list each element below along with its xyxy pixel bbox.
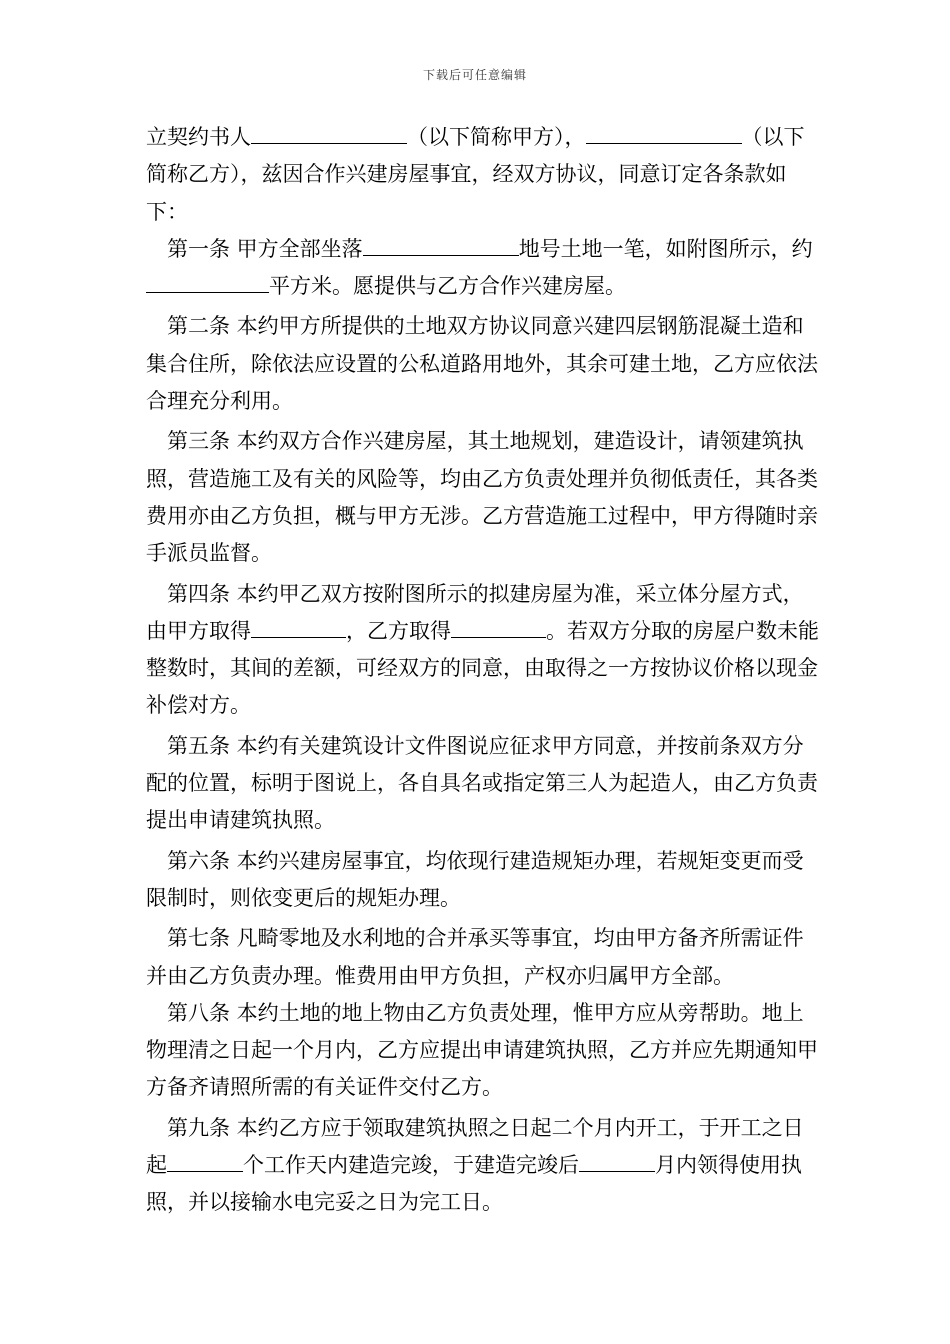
intro-text-3: （以下简称乙方），兹因合作兴建房屋事宜，经双方协议，同意订定各条款如下：: [146, 125, 805, 224]
article-1: [146, 231, 822, 306]
contract-body: [146, 119, 822, 1222]
article-6: 第六条 本约兴建房屋事宜，均依现行建造规矩办理，若规矩变更而受限制时，则依变更后的规矩办理。: [146, 848, 804, 910]
party-a-blank[interactable]: [251, 123, 407, 144]
article-9-text-3: 月内领得使用执照，并以接输水电完妥之日为完工日。: [146, 1153, 802, 1215]
article-4: [146, 576, 822, 725]
land-location-blank[interactable]: [363, 235, 519, 256]
article-9: [146, 1110, 822, 1222]
article-4-text-3: 。若双方分取的房屋户数未能整数时，其间的差额，可经双方的同意，由取得之一方按协议价格以现金补偿对方。: [146, 618, 819, 718]
party-a-share-blank[interactable]: [251, 617, 346, 638]
article-1-text-1: 第一条 甲方全部坐落: [167, 236, 363, 261]
article-2: 第二条 本约甲方所提供的土地双方协议同意兴建四层钢筋混凝土造和集合住所，除依法应设置的公私道路用地外，其余可建土地，乙方应依法合理充分利用。: [146, 314, 818, 414]
article-9-text-1: 第九条 本约乙方应于领取建筑执照之日起二个月内开工，于开工之日起: [146, 1115, 804, 1178]
intro-text-2: （以下简称甲方），: [407, 125, 586, 149]
article-1-text-3: 平方米。愿提供与乙方合作兴建房屋。: [269, 274, 626, 299]
intro-text-1: 立契约书人: [146, 125, 251, 149]
article-7: 第七条 凡畸零地及水利地的合并承买等事宜，均由甲方备齐所需证件并由乙方负责办理。惟费用由甲方负担，产权亦归属甲方全部。: [146, 926, 804, 988]
article-5: 第五条 本约有关建筑设计文件图说应征求甲方同意，并按前条双方分配的位置，标明于图说上，各自具名或指定第三人为起造人，由乙方负责提出申请建筑执照。: [146, 733, 818, 833]
article-9-text-2: 个工作天内建造完竣，于建造完竣后: [243, 1153, 579, 1178]
page-header: 下载后可任意编辑: [422, 68, 527, 82]
article-8: 第八条 本约土地的地上物由乙方负责处理，惟甲方应从旁帮助。地上物理清之日起一个月内，乙方应提出申请建筑执照，乙方并应先期通知甲方备齐请照所需的有关证件交付乙方。: [146, 1000, 818, 1100]
article-4-text-1: 第四条 本约甲乙双方按附图所示的拟建房屋为准，采立体分屋方式，由甲方取得: [146, 581, 804, 643]
months-blank[interactable]: [579, 1151, 655, 1172]
article-3: 第三条 本约双方合作兴建房屋，其土地规划，建造设计，请领建筑执照，营造施工及有关的风险等，均由乙方负责处理并负彻低责任，其各类费用亦由乙方负担，概与甲方无涉。乙方营造施工过程中，甲方得随时亲手派员监督。: [146, 429, 818, 566]
party-b-blank[interactable]: [586, 123, 742, 144]
article-4-text-2: ，乙方取得: [346, 618, 451, 643]
article-1-text-2: 地号土地一笔，如附图所示，约: [518, 236, 813, 261]
party-b-share-blank[interactable]: [451, 617, 546, 638]
area-blank[interactable]: [146, 272, 269, 293]
intro-paragraph: [146, 119, 822, 231]
work-days-blank[interactable]: [167, 1151, 243, 1172]
